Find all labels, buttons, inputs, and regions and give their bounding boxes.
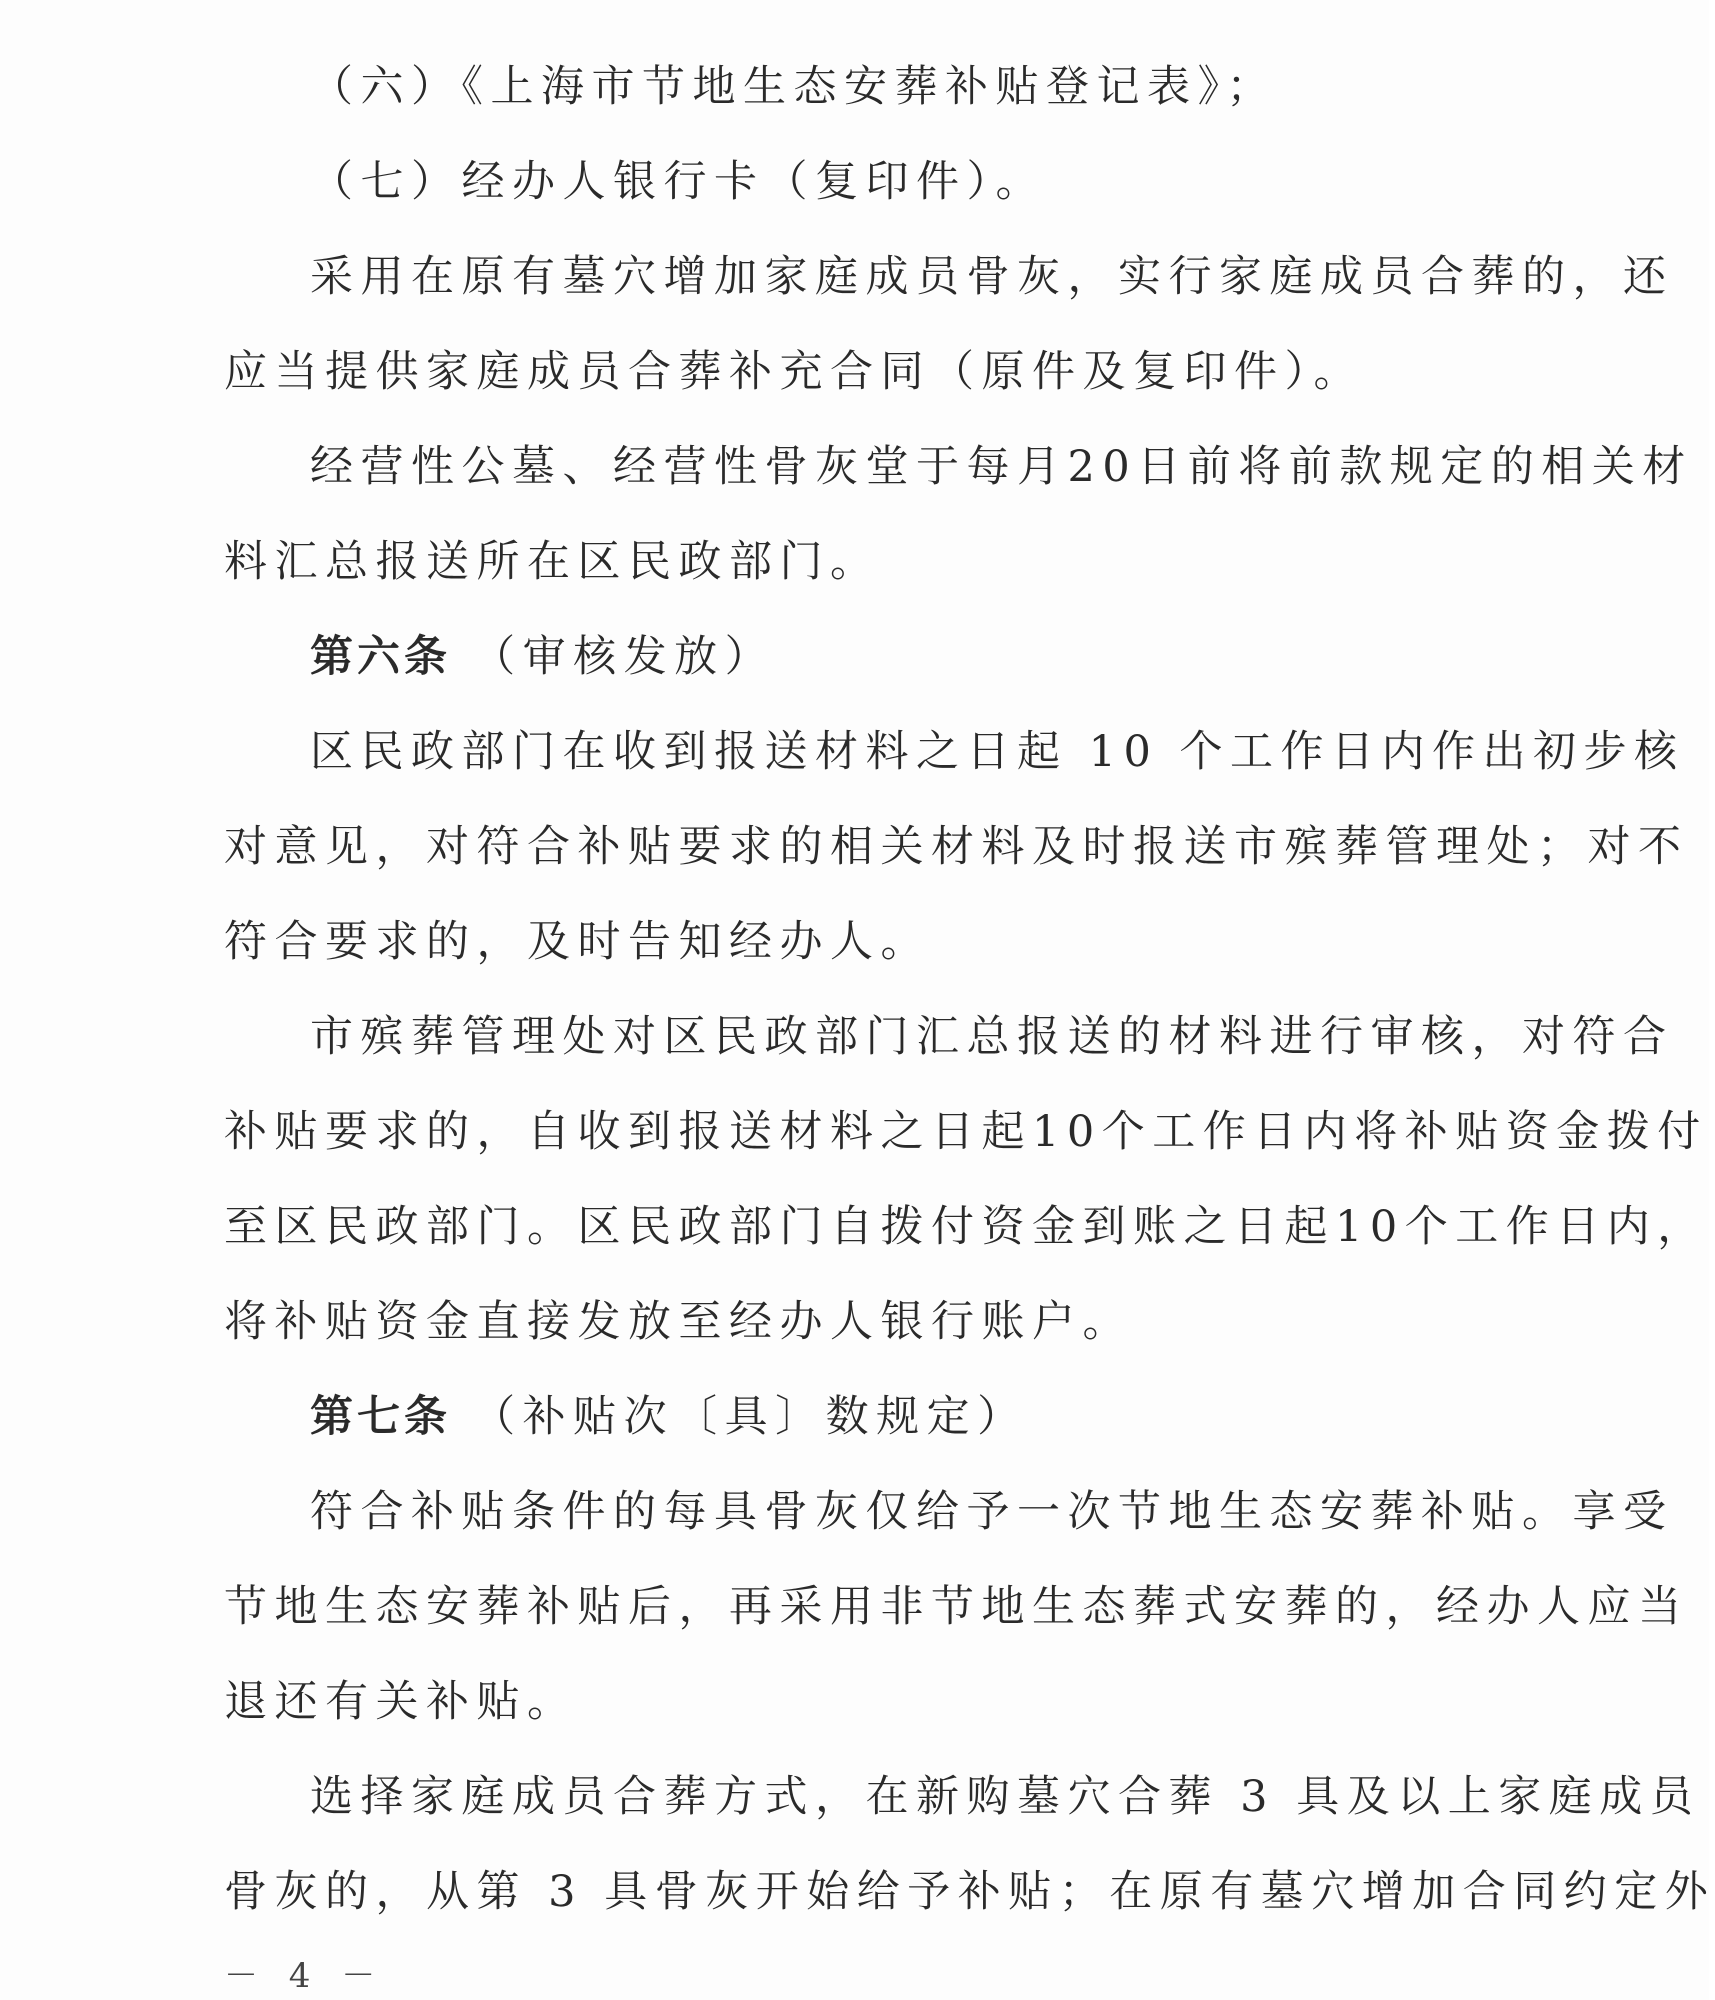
paragraph-line: 符合要求的，及时告知经办人。 [224, 917, 931, 967]
article-7-label: 第七条 [310, 1392, 451, 1442]
paragraph-line: 将补贴资金直接发放至经办人银行账户。 [224, 1297, 1133, 1347]
paragraph-line: 骨灰的，从第 3 具骨灰开始给予补贴；在原有墓穴增加合同约定外 [224, 1867, 1715, 1917]
paragraph-line: 符合补贴条件的每具骨灰仅给予一次节地生态安葬补贴。享受 [310, 1487, 1674, 1537]
article-6-title: （审核发放） [472, 632, 776, 682]
paragraph-line: 经营性公墓、经营性骨灰堂于每月20日前将前款规定的相关材 [310, 442, 1693, 492]
paragraph-line: 采用在原有墓穴增加家庭成员骨灰，实行家庭成员合葬的，还 [310, 252, 1674, 302]
paragraph-line: 对意见，对符合补贴要求的相关材料及时报送市殡葬管理处；对不 [224, 822, 1689, 872]
paragraph-line: 选择家庭成员合葬方式，在新购墓穴合葬 3 具及以上家庭成员 [310, 1772, 1701, 1822]
article-6-heading [224, 610, 1484, 705]
article-7-title: （补贴次〔具〕数规定） [472, 1392, 1028, 1442]
paragraph-line: 退还有关补贴。 [224, 1677, 578, 1727]
list-item-6: （六）《上海市节地生态安葬补贴登记表》； [310, 62, 1277, 112]
paragraph-line: 料汇总报送所在区民政部门。 [224, 537, 881, 587]
document-body [224, 40, 1715, 1940]
paragraph-line: 补贴要求的，自收到报送材料之日起10个工作日内将补贴资金拨付 [224, 1107, 1708, 1157]
article-6-label: 第六条 [310, 632, 451, 682]
paragraph-line: 应当提供家庭成员合葬补充合同（原件及复印件）。 [224, 347, 1364, 397]
list-item-7: （七）经办人银行卡（复印件）。 [310, 157, 1046, 207]
paragraph-line: 区民政部门在收到报送材料之日起 10 个工作日内作出初步核 [310, 727, 1685, 777]
page-number: － 4 － [224, 1956, 386, 1996]
paragraph-line: 至区民政部门。区民政部门自拨付资金到账之日起10个工作日内， [224, 1202, 1708, 1252]
article-7-heading [224, 1370, 1484, 1465]
paragraph-line: 市殡葬管理处对区民政部门汇总报送的材料进行审核，对符合 [310, 1012, 1674, 1062]
paragraph-line: 节地生态安葬补贴后，再采用非节地生态葬式安葬的，经办人应当 [224, 1582, 1689, 1632]
